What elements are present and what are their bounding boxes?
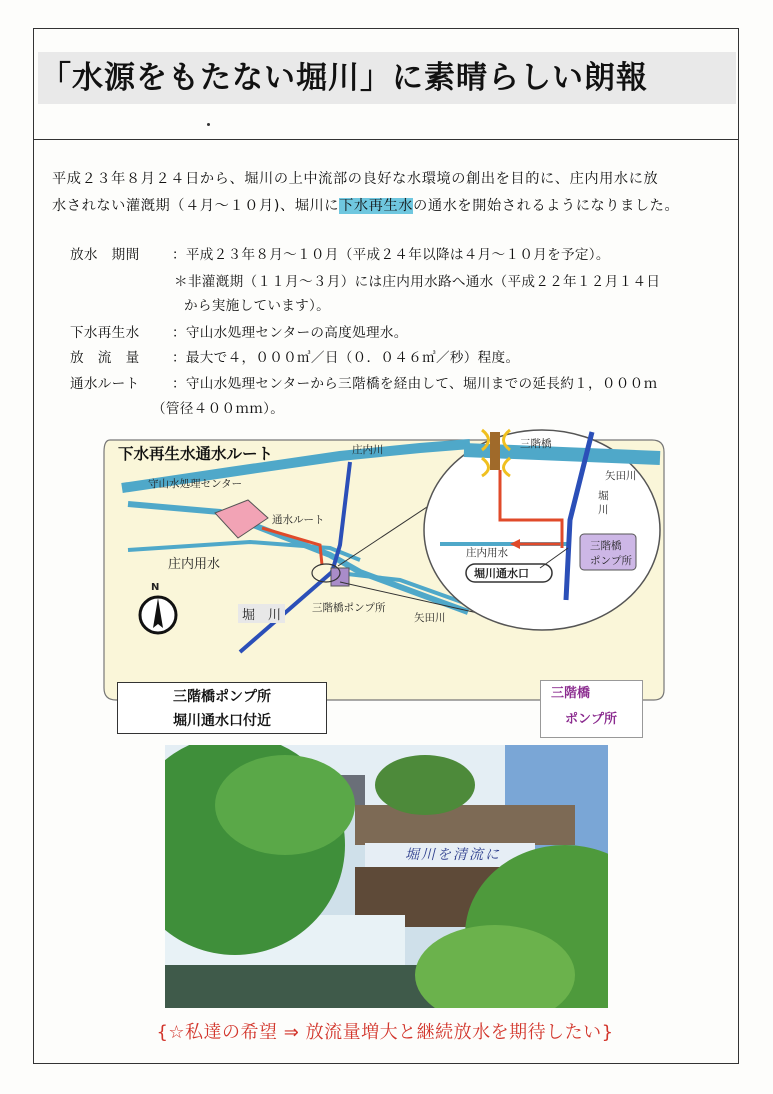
label-horikawa: 堀 川 <box>238 604 285 623</box>
note-line-2: から実施しています）。 <box>184 298 331 314</box>
inset-label-horikawa-2: 川 <box>598 504 609 516</box>
location-line-1: 三階橋ポンプ所 <box>173 689 271 705</box>
page-title: 「水源をもたない堀川」に素晴らしい朗報 <box>38 52 736 104</box>
intro-line-2a: 水されない灌漑期（４月～１０月)、堀川に <box>52 198 340 214</box>
inset-label-horikawa-1: 堀 <box>598 490 609 502</box>
route-label: 通水ルート <box>70 376 140 392</box>
inset-label-pump-2: ポンプ所 <box>590 555 632 567</box>
flow-value: ：最大で４，０００㎥／日（０．０４６㎥／秒）程度。 <box>172 350 520 366</box>
pump-caption-2: ポンプ所 <box>565 712 618 727</box>
intro-line-2b: の通水を開始されるようになりました。 <box>413 198 680 214</box>
route-value-2: （管径４００ｍｍ）。 <box>152 401 285 417</box>
period-label: 放水 期間 <box>70 247 140 263</box>
inset-label-pump-1: 三階橋 <box>590 540 622 552</box>
water-value: ：守山水処理センターの高度処理水。 <box>172 325 408 341</box>
label-north: N <box>151 582 160 593</box>
highlight-term: 下水再生水 <box>339 198 414 214</box>
inset-label-yada-river: 矢田川 <box>605 470 637 482</box>
inset-label-outlet: 堀川通水口 <box>474 567 529 580</box>
water-label: 下水再生水 <box>70 325 140 341</box>
photo-pump-outlet <box>165 745 608 1008</box>
label-shonai-river: 庄内川 <box>352 444 384 456</box>
pump-caption <box>540 680 643 738</box>
location-line-2: 堀川通水口付近 <box>173 713 271 729</box>
footer-message: {☆私達の希望 ⇒ 放流量増大と継続放水を期待したい} <box>156 1022 614 1043</box>
inset-label-canal: 庄内用水 <box>466 547 508 559</box>
label-yada-river: 矢田川 <box>414 612 446 624</box>
label-route: 通水ルート <box>272 514 325 526</box>
note-line-1: ＊非灌漑期（１１月～３月）には庄内用水路へ通水（平成２２年１２月１４日 <box>174 274 661 290</box>
pump-caption-1: 三階橋 <box>551 686 591 701</box>
photo-drawing <box>165 745 608 1008</box>
flow-label: 放 流 量 <box>70 350 140 366</box>
map-title: 下水再生水通水ルート <box>118 445 274 463</box>
inset-label-sangaibashi: 三階橋 <box>520 438 552 450</box>
label-pump-station: 三階橋ポンプ所 <box>312 602 386 614</box>
route-value: ：守山水処理センターから三階橋を経由して、堀川までの延長約１，０００ｍ <box>172 376 658 392</box>
label-moriyama-center: 守山水処理センター <box>148 478 243 490</box>
label-shonai-canal: 庄内用水 <box>168 557 221 572</box>
intro-line-1: 平成２３年８月２４日から、堀川の上中流部の良好な水環境の創出を目的に、庄内用水に放 <box>52 171 659 187</box>
location-box <box>117 682 327 734</box>
photo-banner: 堀川を清流に <box>405 847 501 863</box>
inset-bridge <box>490 432 500 470</box>
period-value: ：平成２３年８月～１０月（平成２４年以降は４月～１０月を予定）。 <box>172 247 610 263</box>
